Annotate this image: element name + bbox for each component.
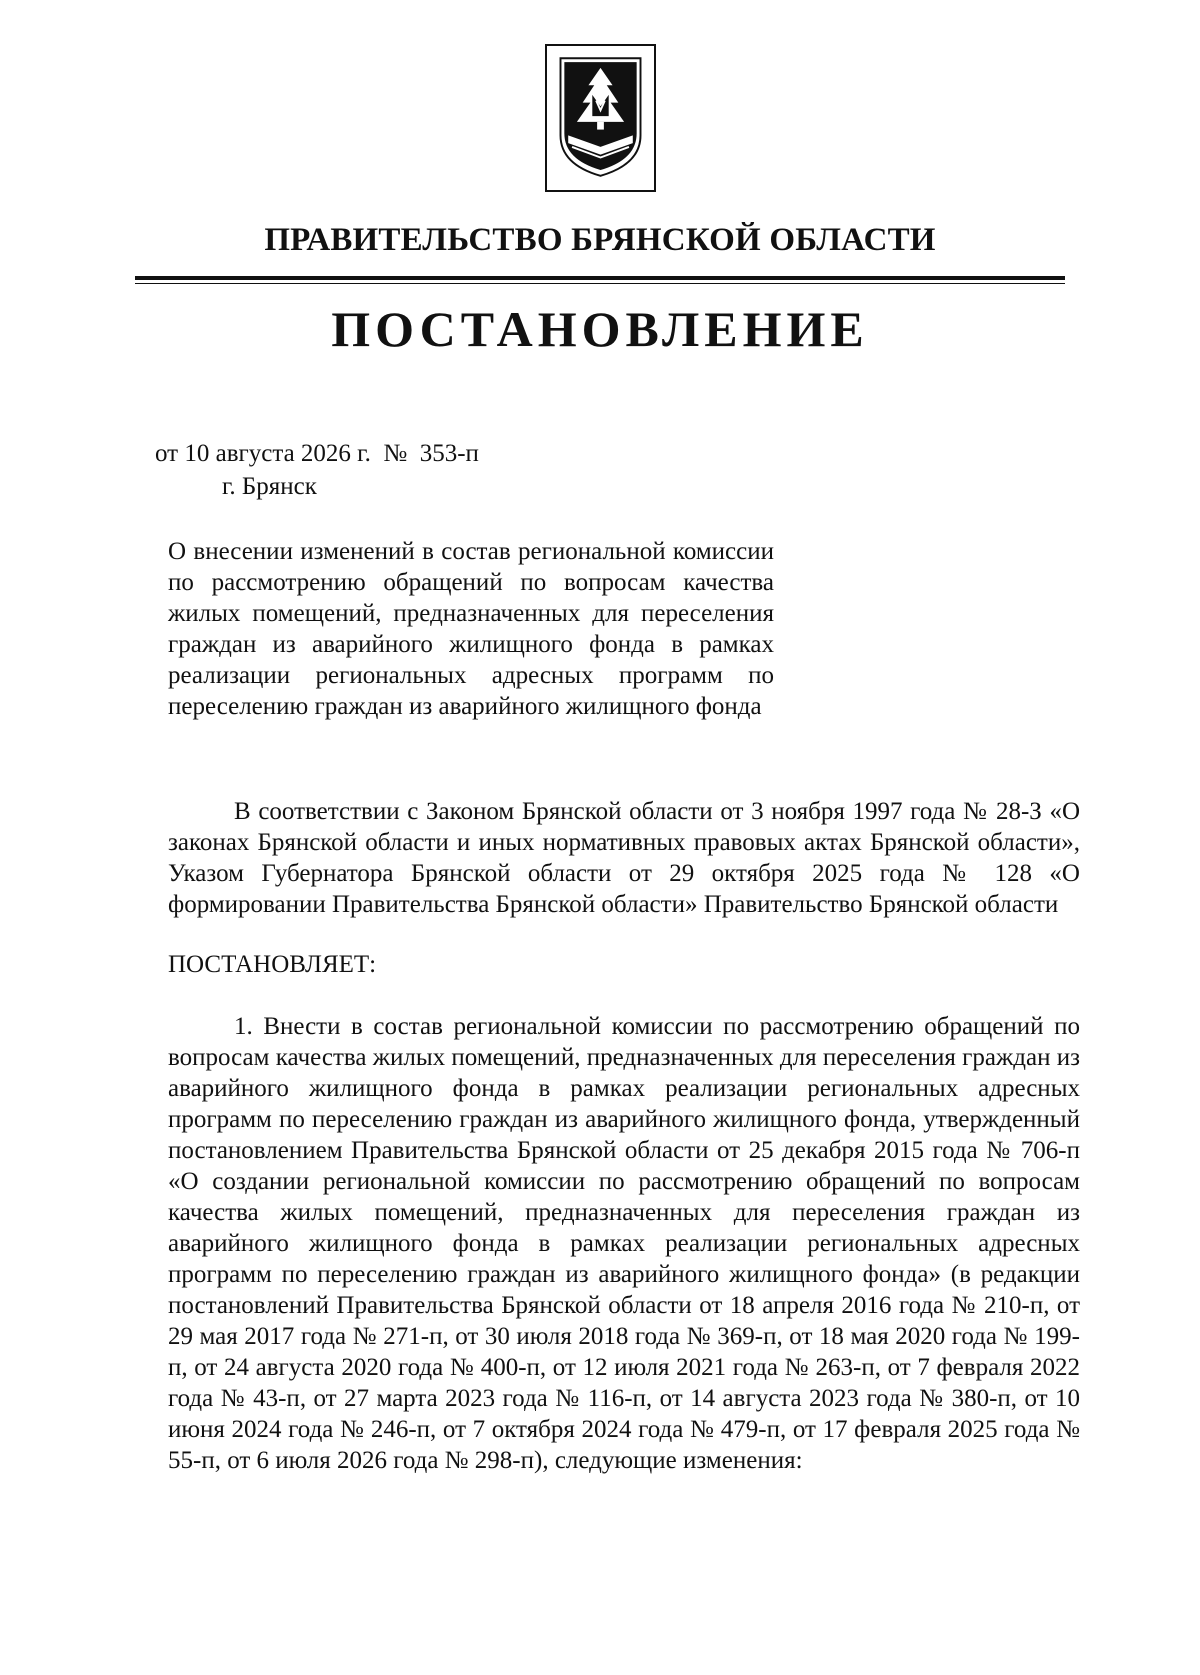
- preamble-paragraph: В соответствии с Законом Брянской области от 3 ноября 1997 года № 28-З «О законах Брянской области и иных нормативных правовых актах Брянской области», Указом Губернатора Брянской области от 29 октября 2025 года № 128 «О формировании Правительства Брянской области» Правительство Брянской области: [168, 798, 1080, 918]
- item-1-paragraph: 1. Внести в состав региональной комиссии по рассмотрению обращений по вопросам качества жилых помещений, предназначенных для переселения граждан из аварийного жилищного фонда в рамках реализации региональных адресных программ по переселению граждан из аварийного жилищного фонда, утвержденный постановлением Правительства Брянской области от 25 декабря 2015 года № 706-п «О создании региональной комиссии по рассмотрению обращений по вопросам качества жилых помещений, предназначенных для переселения граждан из аварийного жилищного фонда в рамках реализации региональных адресных программ по переселению граждан из аварийного жилищного фонда» (в редакции постановлений Правительства Брянской области от 18 апреля 2016 года № 210-п, от 29 мая 2017 года № 271-п, от 30 июля 2018 года № 369-п, от 18 мая 2020 года № 199-п, от 24 августа 2020 года № 400-п, от 12 июля 2021 года № 263-п, от 7 февраля 2022 года № 43-п, от 27 марта 2023 года № 116-п, от 14 августа 2023 года № 380-п, от 10 июня 2024 года № 246-п, от 7 октября 2024 года № 479-п, от 17 февраля 2025 года № 55-п, от 6 июля 2026 года № 298-п), следующие изменения:: [168, 1013, 1080, 1474]
- header-divider-thick: [135, 276, 1065, 280]
- date-number-line: от 10 августа 2026 г. № 353-п: [155, 440, 479, 467]
- decree-word: ПОСТАНОВЛЯЕТ:: [168, 951, 377, 978]
- coat-of-arms-icon: [545, 44, 656, 192]
- header-divider-thin: [135, 283, 1065, 284]
- city-line: г. Брянск: [222, 473, 317, 500]
- document-type-title: ПОСТАНОВЛЕНИЕ: [331, 301, 869, 357]
- document-subject: О внесении изменений в состав региональной комиссии по рассмотрению обращений по вопросам качества жилых помещений, предназначенных для переселения граждан из аварийного жилищного фонда в рамках реализации региональных адресных программ по переселению граждан из аварийного жилищного фонда: [168, 538, 774, 720]
- organization-title: ПРАВИТЕЛЬСТВО БРЯНСКОЙ ОБЛАСТИ: [264, 222, 936, 258]
